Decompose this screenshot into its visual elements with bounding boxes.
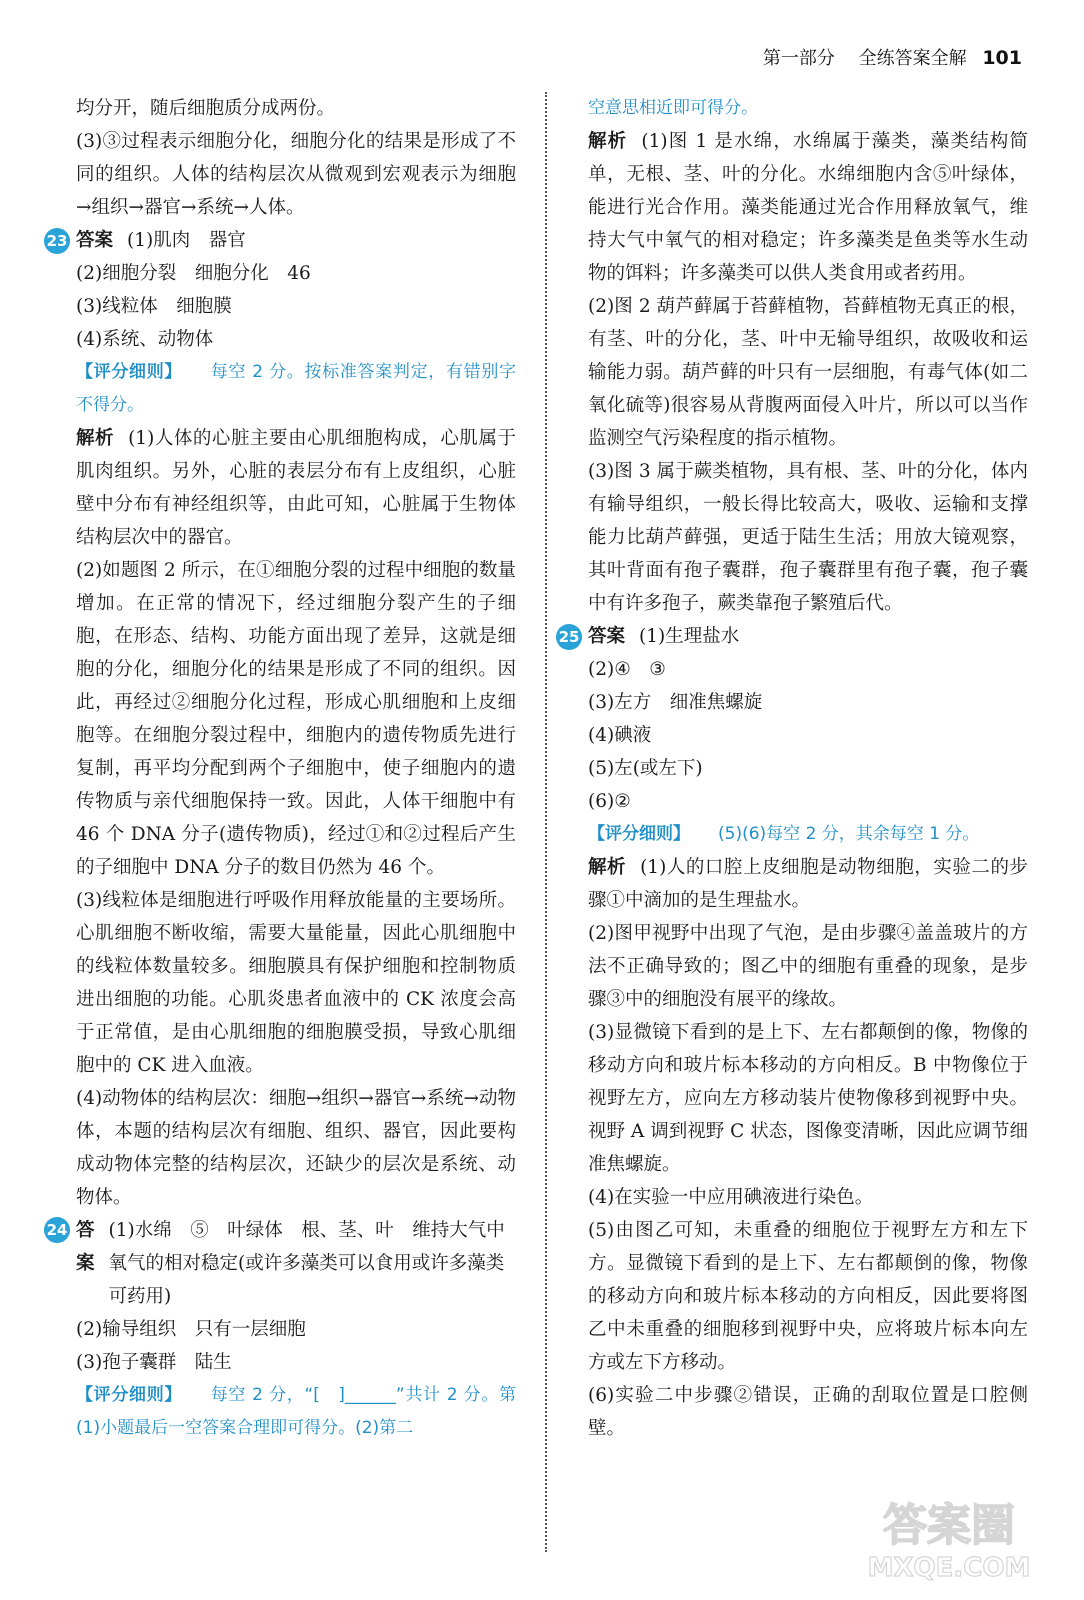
question-number-badge: 23 <box>44 228 70 254</box>
left-column <box>46 92 516 1445</box>
header-title: 全练答案全解 <box>858 48 967 69</box>
q25-answer-row <box>556 620 1028 653</box>
scoring-rule-tag: 【评分细则】 <box>588 824 690 844</box>
scoring-rule <box>588 818 1028 851</box>
explanation-paragraph: (6)实验二中步骤②错误，正确的刮取位置是口腔侧壁。 <box>588 1385 1028 1439</box>
q23-answer-row <box>44 224 516 257</box>
explanation-paragraph: (4)在实验一中应用碘液进行染色。 <box>588 1187 874 1208</box>
answer-item: (3)线粒体 细胞膜 <box>76 296 232 317</box>
explanation-paragraph: (5)由图乙可知，未重叠的细胞位于视野左方和左下方。显微镜下看到的是上下、左右都颠倒的像，物像的移动方向和玻片标本移动的方向相反，因此要将图乙中未重叠的细胞移到视野中央，应将玻片标本向左方或左下方移动。 <box>588 1220 1028 1373</box>
question-number-badge: 25 <box>556 624 582 650</box>
scoring-rule-text: 每空 2 分，“[ ]______”共计 2 分。第(1)小题最后一空答案合理即可得分。(2)第二 <box>76 1385 516 1438</box>
watermark-url: MXQE.COM <box>867 1553 1031 1582</box>
answer-item: (4)碘液 <box>588 725 652 746</box>
explanation-paragraph: (3)显微镜下看到的是上下、左右都颠倒的像，物像的移动方向和玻片标本移动的方向相反。B 中物像位于视野左方，应向左方移动装片使物像移到视野中央。视野 A 调到视野 C 状态，图像变清晰，因此应调节细准焦螺旋。 <box>588 1022 1028 1175</box>
answer-item: (1)肌肉 器官 <box>127 230 246 251</box>
explanation-paragraph: (2)图 2 葫芦藓属于苔藓植物，苔藓植物无真正的根，有茎、叶的分化，茎、叶中无输导组织，故吸收和运输能力弱。葫芦藓的叶只有一层细胞，有毒气体(如二氧化硫等)很容易从背腹两面侵入叶片，所以可以当作监测空气污染程度的指示植物。 <box>588 296 1028 449</box>
scoring-rule <box>76 356 516 422</box>
explanation-paragraph: (4)动物体的结构层次：细胞→组织→器官→系统→动物体，本题的结构层次有细胞、组织、器官，因此要构成动物体完整的结构层次，还缺少的层次是系统、动物体。 <box>76 1088 516 1208</box>
answer-label: 答案 <box>76 1220 95 1274</box>
explanation-paragraph: 解析 (1)图 1 是水绵，水绵属于藻类，藻类结构简单，无根、茎、叶的分化。水绵细胞内含⑤叶绿体，能进行光合作用。藻类能通过光合作用释放氧气，维持大气中氧气的相对稳定；许多藻类是鱼类等水生动物的饵料；许多藻类可以供人类食用或者药用。 <box>588 131 1028 284</box>
explanation-label: 解析 <box>588 857 627 878</box>
watermark-text: 答案圈 <box>883 1500 1015 1551</box>
answer-item: (5)左(或左下) <box>588 758 703 779</box>
explanation-paragraph: 解析 (1)人的口腔上皮细胞是动物细胞，实验二的步骤①中滴加的是生理盐水。 <box>588 857 1028 911</box>
explanation-paragraph: (2)图甲视野中出现了气泡，是由步骤④盖盖玻片的方法不正确导致的；图乙中的细胞有重叠的现象，是步骤③中的细胞没有展平的缘故。 <box>588 923 1028 1010</box>
answer-item: (4)系统、动物体 <box>76 329 214 350</box>
explanation-label: 解析 <box>588 131 628 152</box>
text-line: 均分开，随后细胞质分成两份。 <box>76 98 336 119</box>
answer-label: 答案 <box>588 626 626 647</box>
right-column <box>558 92 1028 1445</box>
q24-answer-row <box>44 1214 516 1313</box>
scoring-rule-continued: 空意思相近即可得分。 <box>588 98 758 118</box>
answer-label: 答案 <box>76 230 114 251</box>
answer-item: (2)细胞分裂 细胞分化 46 <box>76 263 311 284</box>
scoring-rule-text: (5)(6)每空 2 分，其余每空 1 分。 <box>718 824 980 844</box>
scoring-rule <box>76 1379 516 1445</box>
answer-item: (1)生理盐水 <box>639 626 740 647</box>
scoring-rule-text: 每空 2 分。按标准答案判定，有错别字不得分。 <box>76 362 516 415</box>
answer-item: (3)孢子囊群 陆生 <box>76 1352 232 1373</box>
scoring-rule-tag: 【评分细则】 <box>76 362 183 382</box>
scoring-rule-tag: 【评分细则】 <box>76 1385 183 1405</box>
explanation-paragraph: 解析 (1)人体的心脏主要由心肌细胞构成，心肌属于肌肉组织。另外，心脏的表层分布有上皮组织，心脏壁中分布有神经组织等，由此可知，心脏属于生物体结构层次中的器官。 <box>76 428 516 548</box>
column-divider <box>545 92 547 1552</box>
explanation-paragraph: (3)线粒体是细胞进行呼吸作用释放能量的主要场所。心肌细胞不断收缩，需要大量能量，因此心肌细胞中的线粒体数量较多。细胞膜具有保护细胞和控制物质进出细胞的功能。心肌炎患者血液中的 CK 浓度会高于正常值，是由心肌细胞的细胞膜受损，导致心肌细胞中的 CK 进入血液。 <box>76 890 516 1076</box>
header-section: 第一部分 <box>762 48 835 69</box>
explanation-paragraph: (2)如题图 2 所示，在①细胞分裂的过程中细胞的数量增加。在正常的情况下，经过细胞分裂产生的子细胞，在形态、结构、功能方面出现了差异，这就是细胞的分化，细胞分化的结果是形成了不同的组织。因此，再经过②细胞分化过程，形成心肌细胞和上皮细胞等。在细胞分裂过程中，细胞内的遗传物质先进行复制，再平均分配到两个子细胞中，使子细胞内的遗传物质与亲代细胞保持一致。因此，人体干细胞中有 46 个 DNA 分子(遗传物质)，经过①和②过程后产生的子细胞中 DNA 分子的数目仍然为 46 个。 <box>76 560 516 878</box>
answer-item: (6)② <box>588 791 631 812</box>
answer-item: (2)④ ③ <box>588 659 666 680</box>
page-header <box>763 44 1022 70</box>
explanation-label: 解析 <box>76 428 115 449</box>
watermark-logo <box>854 1492 1044 1582</box>
text-paragraph: (3)③过程表示细胞分化，细胞分化的结果是形成了不同的组织。人体的结构层次从微观到宏观表示为细胞→组织→器官→系统→人体。 <box>76 131 516 218</box>
question-number-badge: 24 <box>44 1217 70 1243</box>
explanation-paragraph: (3)图 3 属于蕨类植物，具有根、茎、叶的分化，体内有输导组织，一般长得比较高大，吸收、运输和支撑能力比葫芦藓强，更适于陆生生活；用放大镜观察，其叶背面有孢子囊群，孢子囊群里有孢子囊，孢子囊中有许多孢子，蕨类靠孢子繁殖后代。 <box>588 461 1028 614</box>
page-number: 101 <box>982 47 1022 69</box>
answer-item: (1)水绵 ⑤ 叶绿体 根、茎、叶 维持大气中氧气的相对稳定(或许多藻类可以食用或许多藻类可药用) <box>108 1220 505 1307</box>
answer-item: (3)左方 细准焦螺旋 <box>588 692 763 713</box>
answer-item: (2)输导组织 只有一层细胞 <box>76 1319 306 1340</box>
